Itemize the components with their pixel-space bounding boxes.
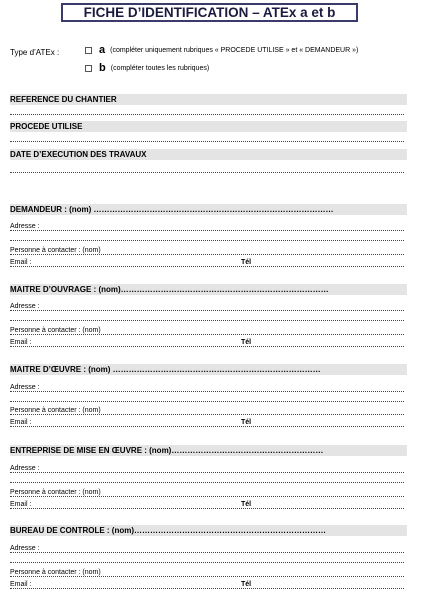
adresse-label: Adresse : (10, 223, 40, 230)
type-label: Type d’ATEx : (10, 48, 60, 57)
adresse-label: Adresse : (10, 384, 40, 391)
tel-label: Tél (241, 259, 252, 266)
email-line[interactable] (10, 426, 404, 427)
option-a-desc: (compléter uniquement rubriques « PROCEDE UTILISE » et « DEMANDEUR ») (110, 46, 359, 54)
email-line[interactable] (10, 346, 404, 347)
tel-label: Tél (241, 501, 252, 508)
adresse-line[interactable] (10, 391, 404, 392)
option-a[interactable] (85, 44, 358, 56)
personne-label: Personne à contacter : (nom) (10, 247, 101, 254)
maitre-oeuvre-heading: MAITRE D’ŒUVRE : (nom) …………………………………………………………………… (10, 365, 321, 374)
procede-line[interactable] (10, 141, 404, 142)
reference-line[interactable] (10, 114, 404, 115)
adresse-line-2[interactable] (10, 401, 404, 402)
adresse-label: Adresse : (10, 303, 40, 310)
tel-label: Tél (241, 419, 252, 426)
date-line[interactable] (10, 172, 404, 173)
email-label: Email : (10, 501, 32, 508)
tel-label: Tél (241, 581, 252, 588)
personne-line[interactable] (10, 576, 404, 577)
maitre-ouvrage-heading: MAITRE D’OUVRAGE : (nom)…………………………………………………………………… (10, 285, 329, 294)
adresse-line[interactable] (10, 230, 404, 231)
page-title: FICHE D’IDENTIFICATION – ATEx a et b (61, 3, 358, 22)
option-b[interactable] (85, 62, 209, 74)
adresse-line-2[interactable] (10, 562, 404, 563)
personne-line[interactable] (10, 496, 404, 497)
entreprise-heading: ENTREPRISE DE MISE EN ŒUVRE : (nom)………………………………………………… (10, 446, 324, 455)
adresse-line[interactable] (10, 310, 404, 311)
option-a-letter: a (99, 44, 106, 56)
adresse-label: Adresse : (10, 545, 40, 552)
adresse-line-2[interactable] (10, 320, 404, 321)
option-b-desc: (compléter toutes les rubriques) (110, 64, 210, 72)
personne-line[interactable] (10, 334, 404, 335)
reference-label: REFERENCE DU CHANTIER (10, 95, 117, 104)
adresse-label: Adresse : (10, 465, 40, 472)
demandeur-heading: DEMANDEUR : (nom) ……………………………………………………………………………… (10, 205, 334, 214)
personne-label: Personne à contacter : (nom) (10, 327, 101, 334)
procede-label: PROCEDE UTILISE (10, 122, 83, 131)
checkbox-b[interactable] (85, 65, 92, 72)
email-label: Email : (10, 259, 32, 266)
bureau-controle-heading: BUREAU DE CONTROLE : (nom)……………………………………………………………… (10, 526, 326, 535)
checkbox-a[interactable] (85, 47, 92, 54)
adresse-line-2[interactable] (10, 240, 404, 241)
personne-label: Personne à contacter : (nom) (10, 569, 101, 576)
personne-line[interactable] (10, 254, 404, 255)
personne-line[interactable] (10, 414, 404, 415)
email-label: Email : (10, 339, 32, 346)
personne-label: Personne à contacter : (nom) (10, 489, 101, 496)
email-line[interactable] (10, 588, 404, 589)
option-b-letter: b (99, 62, 106, 74)
personne-label: Personne à contacter : (nom) (10, 407, 101, 414)
adresse-line[interactable] (10, 552, 404, 553)
adresse-line[interactable] (10, 472, 404, 473)
email-label: Email : (10, 581, 32, 588)
tel-label: Tél (241, 339, 252, 346)
email-line[interactable] (10, 266, 404, 267)
adresse-line-2[interactable] (10, 482, 404, 483)
date-label: DATE D’EXECUTION DES TRAVAUX (10, 150, 147, 159)
email-label: Email : (10, 419, 32, 426)
email-line[interactable] (10, 508, 404, 509)
